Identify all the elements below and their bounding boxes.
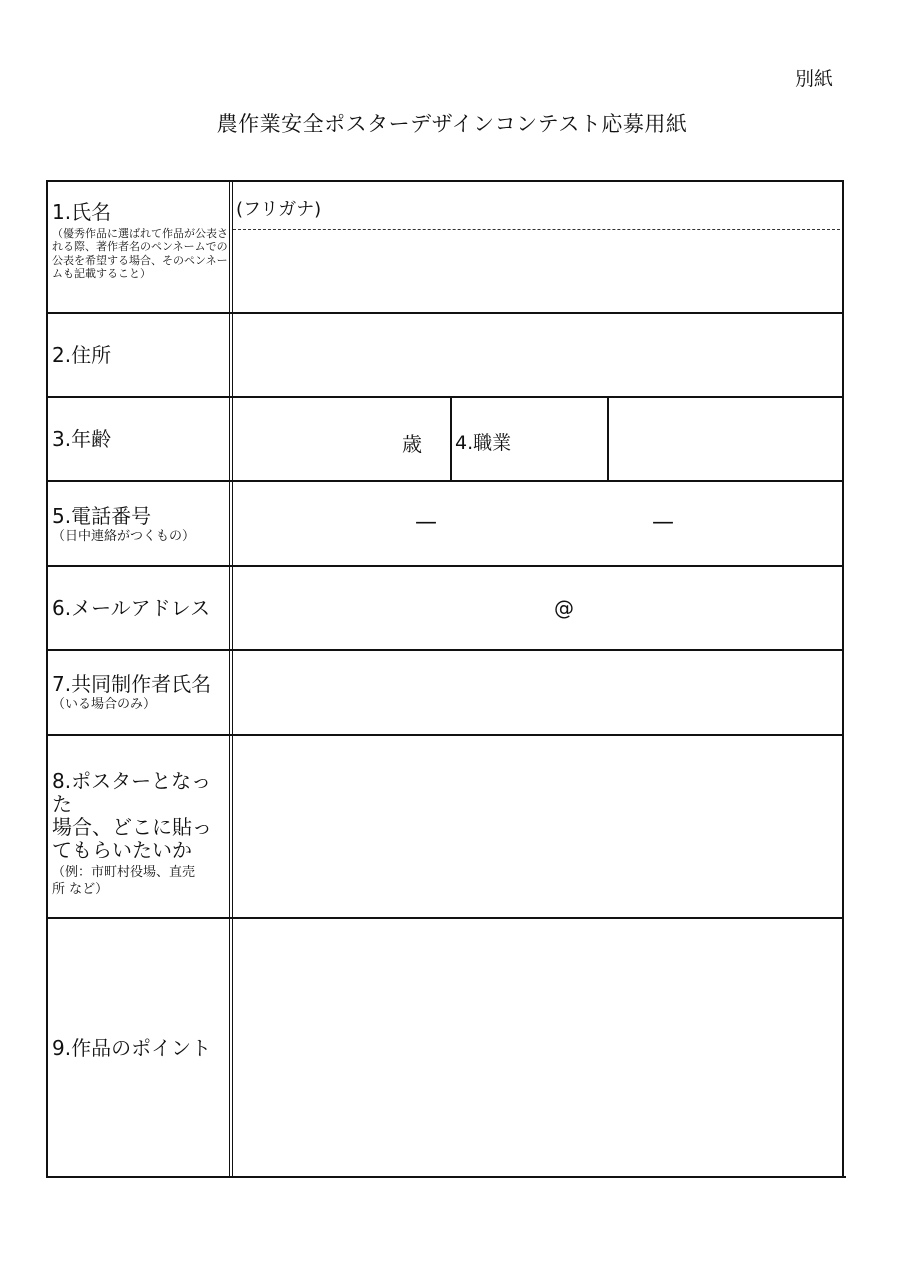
attachment-label: 別紙 <box>795 68 834 90</box>
age-label: 3.年齢 <box>52 427 112 451</box>
furigana-divider <box>233 229 840 230</box>
poster-location-field[interactable] <box>234 738 840 915</box>
phone-field[interactable] <box>234 484 840 563</box>
poster-location-label-1: 8.ポスターとなった <box>52 769 212 816</box>
email-field[interactable] <box>234 569 840 647</box>
furigana-label: (フリガナ) <box>236 199 322 220</box>
poster-location-label-3: てもらいたいか <box>52 838 192 862</box>
work-points-label: 9.作品のポイント <box>52 1036 212 1060</box>
poster-location-label-block <box>52 770 230 899</box>
cocreator-label: 7.共同制作者氏名 <box>52 672 212 696</box>
address-field[interactable] <box>234 316 840 394</box>
email-at-sign: @ <box>554 596 574 620</box>
furigana-field[interactable] <box>234 184 840 228</box>
name-label-block <box>52 201 228 281</box>
phone-separator-2: — <box>652 510 674 535</box>
cocreator-field[interactable] <box>234 653 840 732</box>
occupation-label: 4.職業 <box>455 432 512 454</box>
occupation-field[interactable] <box>611 400 840 478</box>
poster-location-note-1: （例：市町村役場、直売 <box>52 865 196 880</box>
email-label: 6.メールアドレス <box>52 596 211 620</box>
poster-location-note-2: 所 など） <box>52 881 109 897</box>
address-label: 2.住所 <box>52 343 112 367</box>
phone-label: 5.電話番号 <box>52 504 152 528</box>
phone-label-block <box>52 505 195 545</box>
work-points-field[interactable] <box>234 921 840 1174</box>
cocreator-label-block <box>52 673 211 713</box>
form-title: 農作業安全ポスターデザインコンテスト応募用紙 <box>216 112 688 136</box>
poster-location-label-2: 場合、どこに貼っ <box>52 815 212 839</box>
name-field[interactable] <box>234 232 840 310</box>
cocreator-note: （いる場合のみ） <box>52 697 157 712</box>
phone-separator-1: — <box>415 510 437 535</box>
name-label: 1.氏名 <box>52 200 112 224</box>
phone-note: （日中連絡がつくもの） <box>52 529 196 544</box>
age-unit: 歳 <box>402 432 422 456</box>
name-note: （優秀作品に選ばれて作品が公表される際、著作者名のペンネームでの公表を希望する場合、そのペンネームも記載すること） <box>52 227 228 281</box>
